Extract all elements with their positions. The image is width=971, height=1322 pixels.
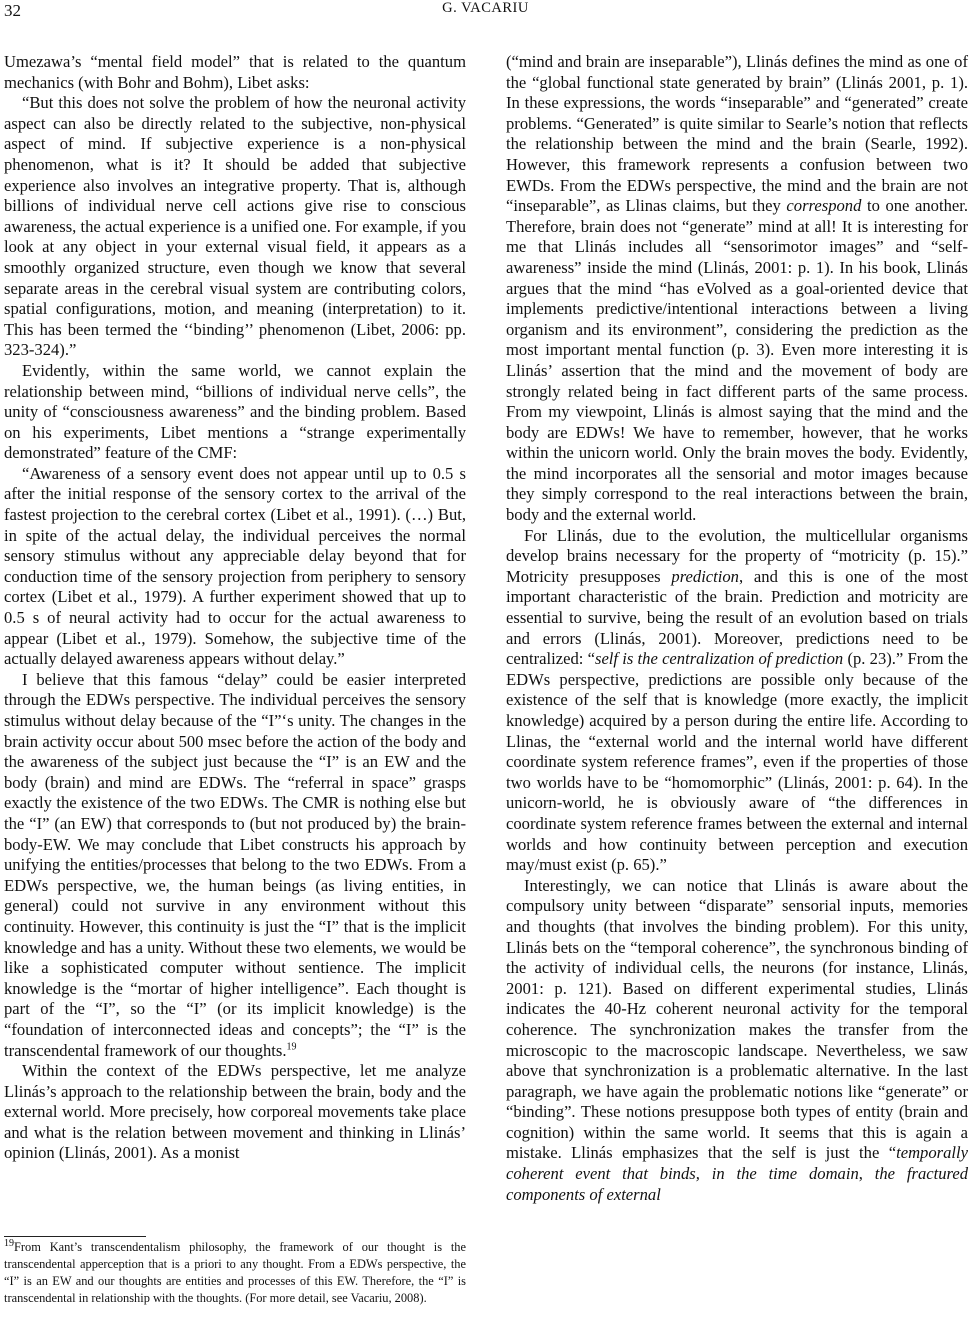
left-column — [4, 52, 466, 1164]
paragraph: Within the context of the EDWs perspective, let me analyze Llinás’s approach to the relationship between the brain, body and the external world. More precisely, how corporeal movements take place and what is the relation between movement and thinking in Llinás’ opinion (Llinás, 2001). As a monist — [4, 1061, 466, 1163]
paragraph-text: For Llinás, due to the evolution, the multicellular organisms develop brains necessary for the property of “motricity (p. 15).” Motricity presupposes — [506, 525, 968, 586]
footnote-text: From Kant’s transcendentalism philosophy, the framework of our thought is the transcendental apperception that is a priori to any thought. From a EDWs perspective, the “I” is an EW and our thoughts are entities and processes of this EW. Therefore, the “I” is transcendental in relationship with the thoughts. (For more detail, see Vacariu, 2008). — [4, 1240, 466, 1305]
paragraph-text: I believe that this famous “delay” could be easier interpreted through the EDWs perspective. The individual perceives the sensory stimulus without delay because of the “I”‘s unity. The changes in the brain activity occur about 500 msec before the action of the body and the awareness of the subject just because the “I” is an EW and the body (brain) and mind are EDWs. The “referral in space” grasps exactly the existence of the two EDWs. The CMR is nothing else but the “I” (an EW) that corresponds to (but not produced by) the brain-body-EW. We may conclude that Libet constructs his approach by unifying the entities/processes that belong to the two EDWs. From a EDWs perspective, we, the human beings (as living entities, in general) could not survive in any environment without this continuity. However, this continuity is just the “I” that is the implicit knowledge and has a unity. Without these two elements, we would be like a sophisticated computer without sentience. The implicit knowledge is the “mortar of higher intelligence”. Each thought is part of the “I”, so the “I” (or its implicit knowledge) is the “foundation of interconnected ideas and concepts”; the “I” is the transcendental framework of our thoughts. — [4, 669, 466, 1060]
page-number: 32 — [4, 1, 21, 20]
paragraph-text: to one another. Therefore, brain does not “generate” mind at all! It is interesting for me that Llinás includes all “sensorimotor images” and “self-awareness” inside the mind (Llinás, 2001: p. 1). In his book, Llinás argues that the mind “has eVolved as a goal-oriented device that implements predictive/intentional interactions between a living organism and its environment”, considering the prediction as the most important mental function (p. 3). Even more interesting it is Llinás’ assertion that the mind and the movement of body are strongly related being in fact different parts of the same process. From my viewpoint, Llinás is almost saying that the mind and the body are EDWs! We have to remember, however, that he works within the unicorn world. Only the brain moves the body. Evidently, the mind incorporates all the sensorial and motor images because they simply correspond to the real interactions between the brain, body and the external world. — [506, 196, 968, 525]
emphasis: temporally coherent event that binds, in the time domain — [506, 1143, 968, 1184]
right-column — [506, 52, 968, 1205]
paragraph — [506, 52, 968, 526]
emphasis: prediction — [671, 566, 739, 586]
emphasis: correspond — [786, 196, 862, 216]
footnote — [4, 1239, 466, 1307]
paragraph-text: (p. 23).” From the EDWs perspective, predictions are possible only because of the existence of the self that is knowledge (more exactly, the implicit knowledge) acquired by a person during the entire life. According to Llinas, the “external world and the internal world have different coordinate system reference frames”, even if the properties of those two worlds have to be “homomorphic” (Llinás, 2001: p. 64). In the unicorn-world, he is obviously aware of “the differences in coordinate system reference frames between the external and internal worlds and how continuity between perception and execution may/must exist (p. 65).” — [506, 649, 968, 875]
footnote-number: 19 — [4, 1237, 14, 1249]
paragraph — [506, 526, 968, 876]
running-head: G. VACARIU — [442, 0, 529, 16]
paragraph-text: , and this is one of the most important characteristic of the brain. Prediction and motricity are essential to survive, being the result of an evolution based on trials and errors (Llinás, 2001). Moreover, predictions need to be centralized: “ — [506, 566, 968, 669]
paragraph — [506, 876, 968, 1206]
footnote-marker: 19 — [286, 1040, 297, 1052]
paragraph: Umezawa’s “mental field model” that is related to the quantum mechanics (with Bohr and Bohm), Libet asks: — [4, 52, 466, 92]
footnote-rule — [4, 1236, 146, 1237]
paragraph: Evidently, within the same world, we cannot explain the relationship between mind, “billions of individual nerve cells”, the unity of “consciousness awareness” and the binding problem. Based on his experiments, Libet mentions a “strange experimentally demonstrated” feature of the CMF: — [4, 360, 466, 463]
quote-paragraph: “But this does not solve the problem of how the neuronal activity aspect can also be directly related to the subjective, non-physical aspect of mind. If subjective experience is a non-physical phenomenon, what is it? It should be added that subjective experience also involves an integrative property. That is, although billions of individual nerve cell actions give rise to conscious awareness, the actual experience is a unified one. For example, if you look at any object in your external visual field, it appears as a smoothly organized structure, even though we know that several separate areas in the cerebral visual system are contributing colors, spatial configurations, motion, and meaning (interpretation) to it. This has been termed the ‘‘binding’’ phenomenon (Libet, 2006: pp. 323-324).” — [4, 93, 466, 360]
page-header — [0, 0, 971, 30]
emphasis: the fractured components of external — [506, 1164, 969, 1204]
paragraph-text: Interestingly, we can notice that Llinás is aware about the compulsory unity between “disparate” sensorial inputs, memories and thoughts (that involves the binding problem). For this unity, Llinás bets on the “temporal coherence”, the synchronous binding of the activity of individual cells, the neurons (for instance, Llinás, 2001: p. 121). Based on different experimental studies, Llinás indicates the 40-Hz coherent neuronal activity for the temporal coherence. The synchronization makes the transfer from the microscopic to the macroscopic landscape. Nevertheless, we saw above that synchronization is a problematic alternative. In the last paragraph, we have again the problematic notions like “generate” or “binding”. These notions presuppose both types of entity (brain and cognition) within the same world. It seems that this is again a mistake. Llinás emphasizes that the self is just the “ — [506, 875, 968, 1163]
paragraph-text: (“mind and brain are inseparable”), Llinás defines the mind as one of the “global functional state generated by brain” (Llinás 2001, p. 1). In these expressions, the words “inseparable” and “generated” create problems. “Generated” is quite similar to Searle’s notion that reflects the relationship between the mind and the brain (Searle, 1992). However, this framework represents a confusion between two EWDs. From the EDWs perspective, the mind and the brain are not “inseparable”, as Llinas claims, but they — [506, 52, 968, 216]
paragraph — [4, 670, 466, 1061]
emphasis: self is the centralization of prediction — [594, 649, 844, 669]
quote-paragraph: “Awareness of a sensory event does not appear until up to 0.5 s after the initial response of the sensory cortex to the arrival of the fastest projection to the cerebral cortex (Libet et al., 1991). (…) But, in spite of the actual delay, the individual perceives the normal sensory stimulus without any appreciable delay beyond that for conduction time of the sensory projection from periphery to sensory cortex (Libet et al., 1979). A further experiment showed that up to 0.5 s of neural activity had to occur for the actual awareness to appear (Libet et al., 1979). Somehow, the subjective time of the actually delayed awareness appears without delay.” — [4, 463, 466, 669]
paragraph-text: , — [858, 1164, 875, 1184]
